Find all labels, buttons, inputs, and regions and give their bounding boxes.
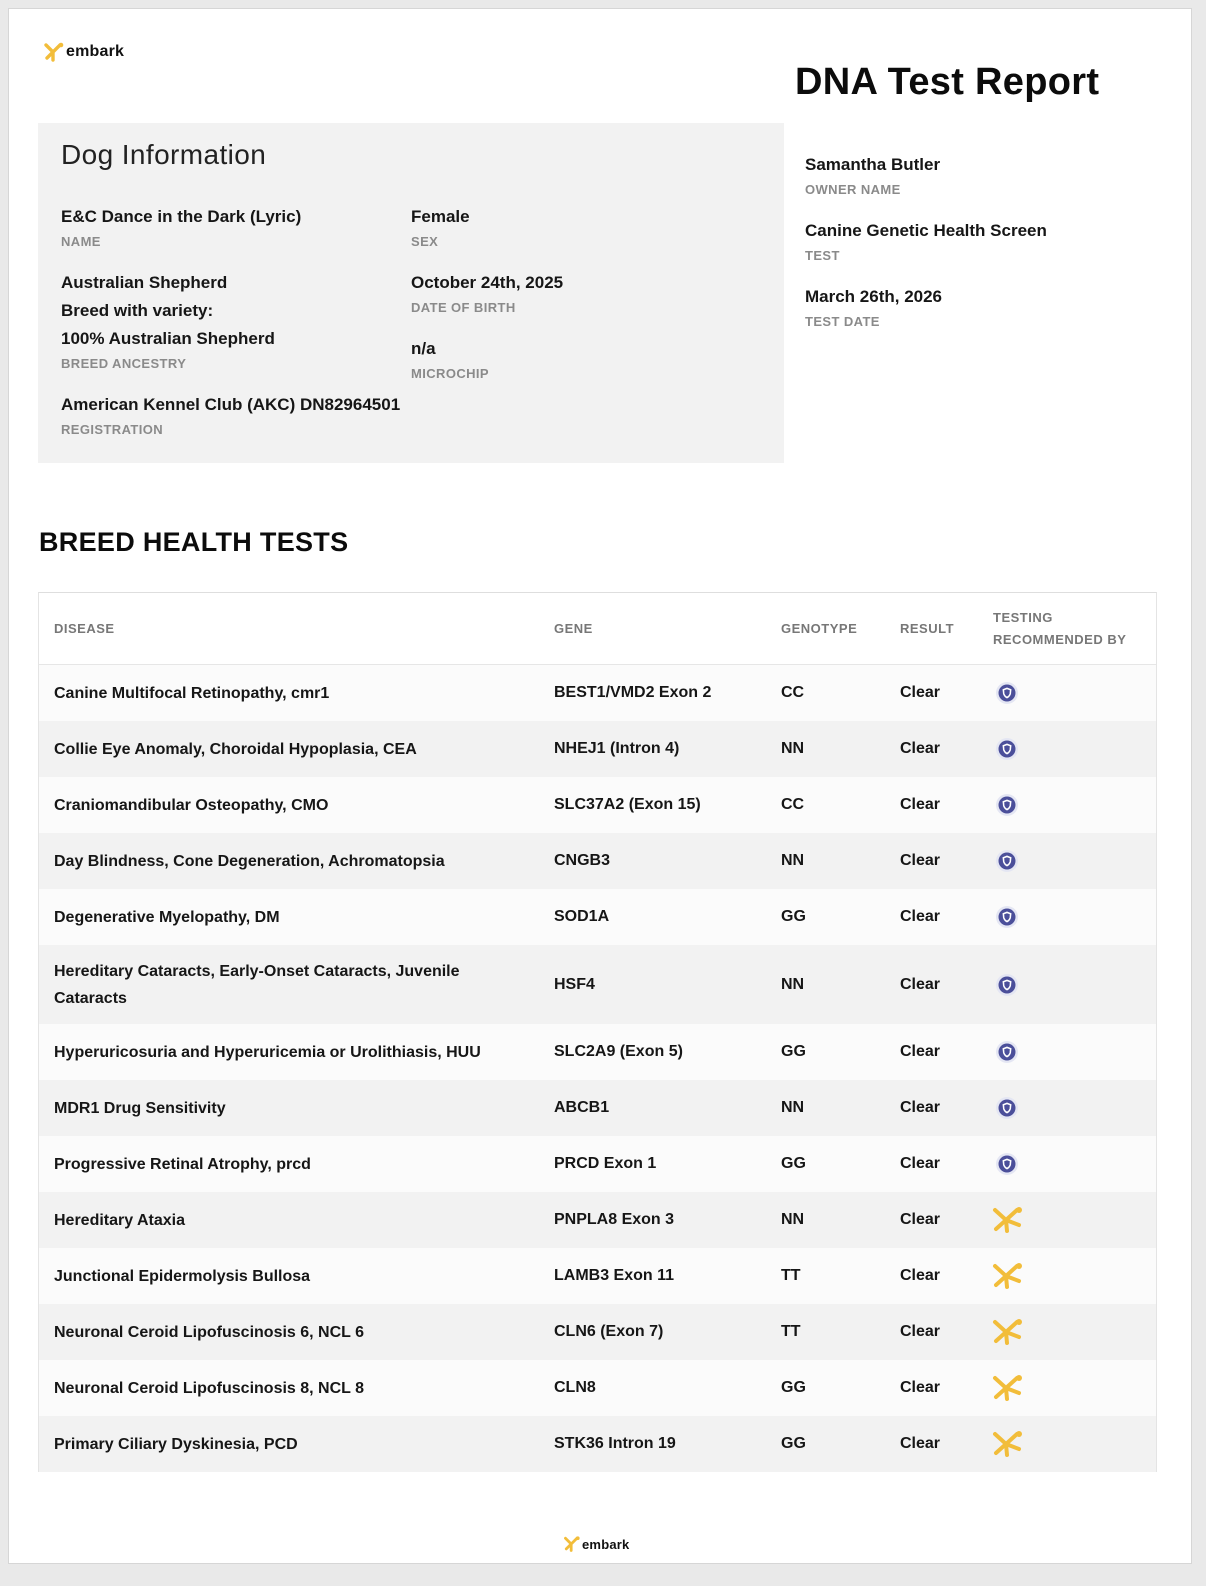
embark-logo-text: embark bbox=[66, 43, 125, 60]
recommended-header-line: TESTING bbox=[993, 609, 1053, 625]
recommended-by-cell bbox=[993, 849, 1143, 873]
embark-mark-icon bbox=[991, 1317, 1025, 1347]
table-row bbox=[39, 1024, 1156, 1080]
gene-cell: STK36 Intron 19 bbox=[554, 1435, 676, 1452]
table-row bbox=[39, 833, 1156, 889]
breed-club-shield-icon bbox=[995, 973, 1019, 997]
report-title: DNA Test Report bbox=[795, 61, 1100, 103]
disease-cell: Hyperuricosuria and Hyperuricemia or Urolithiasis, HUU bbox=[54, 1043, 481, 1061]
footer-logo-text: embark bbox=[582, 1536, 630, 1552]
embark-mark-icon bbox=[991, 1205, 1025, 1235]
table-row bbox=[39, 721, 1156, 777]
recommended-header-line: RECOMMENDED BY bbox=[993, 631, 1127, 647]
recommended-by-cell bbox=[993, 1261, 1143, 1291]
test-date-label: TEST DATE bbox=[805, 314, 880, 329]
dog-name-value: E&C Dance in the Dark (Lyric) bbox=[61, 207, 302, 226]
registration-value: American Kennel Club (AKC) DN82964501 bbox=[61, 395, 401, 414]
gene-cell: SLC2A9 (Exon 5) bbox=[554, 1043, 683, 1060]
genotype-cell: GG bbox=[781, 1435, 806, 1452]
gene-cell: CNGB3 bbox=[554, 852, 611, 869]
gene-cell: NHEJ1 (Intron 4) bbox=[554, 740, 680, 757]
recommended-by-cell bbox=[993, 1205, 1143, 1235]
breed-club-shield-icon bbox=[995, 1096, 1019, 1120]
gene-cell: SOD1A bbox=[554, 908, 610, 925]
recommended-by-cell bbox=[993, 1429, 1143, 1459]
health-tests-table bbox=[38, 592, 1157, 1472]
genotype-cell: TT bbox=[781, 1323, 801, 1340]
gene-cell: BEST1/VMD2 Exon 2 bbox=[554, 684, 712, 701]
dog-sex-value: Female bbox=[411, 207, 470, 226]
breed-club-shield-icon bbox=[995, 905, 1019, 929]
result-cell: Clear bbox=[900, 796, 941, 813]
owner-name-field bbox=[805, 151, 940, 199]
microchip-field bbox=[411, 335, 489, 383]
microchip-value: n/a bbox=[411, 339, 436, 358]
test-date-field bbox=[805, 283, 942, 331]
report-page bbox=[8, 8, 1192, 1564]
genotype-cell: NN bbox=[781, 1099, 805, 1116]
breed-ancestry-label: BREED ANCESTRY bbox=[61, 356, 187, 371]
dog-sex-label: SEX bbox=[411, 234, 439, 249]
dog-information-title: Dog Information bbox=[61, 139, 267, 170]
genotype-cell: GG bbox=[781, 1043, 806, 1060]
date-of-birth-value: October 24th, 2025 bbox=[411, 273, 564, 292]
genotype-cell: NN bbox=[781, 852, 805, 869]
gene-cell: SLC37A2 (Exon 15) bbox=[554, 796, 701, 813]
recommended-by-cell bbox=[993, 1096, 1143, 1120]
column-header-genotype: GENOTYPE bbox=[781, 620, 858, 636]
test-label: TEST bbox=[805, 248, 840, 263]
table-row bbox=[39, 945, 1156, 1024]
recommended-by-cell bbox=[993, 737, 1143, 761]
result-cell: Clear bbox=[900, 740, 941, 757]
table-row bbox=[39, 665, 1156, 721]
result-cell: Clear bbox=[900, 852, 941, 869]
footer-embark-logo bbox=[563, 1535, 629, 1553]
breed-club-shield-icon bbox=[995, 737, 1019, 761]
embark-logo-icon bbox=[563, 1535, 581, 1553]
embark-mark-icon bbox=[991, 1373, 1025, 1403]
embark-logo-icon bbox=[43, 41, 65, 63]
owner-name-value: Samantha Butler bbox=[805, 155, 941, 174]
table-row bbox=[39, 1360, 1156, 1416]
disease-cell: Junctional Epidermolysis Bullosa bbox=[54, 1267, 311, 1285]
date-of-birth-label: DATE OF BIRTH bbox=[411, 300, 516, 315]
registration-field bbox=[61, 391, 400, 439]
gene-cell: PRCD Exon 1 bbox=[554, 1155, 657, 1172]
genotype-cell: GG bbox=[781, 1379, 806, 1396]
column-header-recommended-by bbox=[993, 607, 1143, 651]
table-row bbox=[39, 1304, 1156, 1360]
gene-cell: PNPLA8 Exon 3 bbox=[554, 1211, 675, 1228]
disease-cell: Primary Ciliary Dyskinesia, PCD bbox=[54, 1435, 298, 1453]
disease-line: Hereditary Cataracts, Early-Onset Cataracts, Juvenile bbox=[54, 962, 460, 980]
genotype-cell: CC bbox=[781, 796, 805, 813]
table-row bbox=[39, 1416, 1156, 1472]
table-row bbox=[39, 777, 1156, 833]
result-cell: Clear bbox=[900, 1043, 941, 1060]
breed-line: Breed with variety: bbox=[61, 301, 214, 320]
embark-mark-icon bbox=[991, 1429, 1025, 1459]
disease-line: Cataracts bbox=[54, 989, 127, 1007]
breed-line: 100% Australian Shepherd bbox=[61, 329, 275, 348]
column-header-result: RESULT bbox=[900, 620, 955, 636]
gene-cell: CLN8 bbox=[554, 1379, 596, 1396]
result-cell: Clear bbox=[900, 1435, 941, 1452]
recommended-by-cell bbox=[993, 1317, 1143, 1347]
result-cell: Clear bbox=[900, 975, 941, 993]
genotype-cell: NN bbox=[781, 1211, 805, 1228]
result-cell: Clear bbox=[900, 684, 941, 701]
recommended-by-cell bbox=[993, 1373, 1143, 1403]
result-cell: Clear bbox=[900, 1155, 941, 1172]
result-cell: Clear bbox=[900, 908, 941, 925]
result-cell: Clear bbox=[900, 1379, 941, 1396]
breed-ancestry-field bbox=[61, 269, 275, 373]
test-date-value: March 26th, 2026 bbox=[805, 287, 943, 306]
dog-name-label: NAME bbox=[61, 234, 101, 249]
table-row bbox=[39, 1080, 1156, 1136]
embark-logo bbox=[43, 41, 124, 63]
gene-cell: CLN6 (Exon 7) bbox=[554, 1323, 664, 1340]
gene-cell: ABCB1 bbox=[554, 1099, 610, 1116]
result-cell: Clear bbox=[900, 1211, 941, 1228]
test-value: Canine Genetic Health Screen bbox=[805, 221, 1047, 240]
disease-cell: Neuronal Ceroid Lipofuscinosis 6, NCL 6 bbox=[54, 1323, 364, 1341]
recommended-by-cell bbox=[993, 973, 1143, 997]
recommended-by-cell bbox=[993, 793, 1143, 817]
disease-cell: Neuronal Ceroid Lipofuscinosis 8, NCL 8 bbox=[54, 1379, 364, 1397]
gene-cell: LAMB3 Exon 11 bbox=[554, 1267, 675, 1284]
registration-label: REGISTRATION bbox=[61, 422, 164, 437]
result-cell: Clear bbox=[900, 1267, 941, 1284]
test-field bbox=[805, 217, 1047, 265]
genotype-cell: NN bbox=[781, 740, 805, 757]
disease-cell: Progressive Retinal Atrophy, prcd bbox=[54, 1155, 311, 1173]
disease-cell: Day Blindness, Cone Degeneration, Achromatopsia bbox=[54, 852, 445, 870]
genotype-cell: GG bbox=[781, 1155, 806, 1172]
recommended-by-cell bbox=[993, 1040, 1143, 1064]
embark-mark-icon bbox=[991, 1261, 1025, 1291]
date-of-birth-field bbox=[411, 269, 563, 317]
column-header-gene: GENE bbox=[554, 620, 593, 636]
breed-club-shield-icon bbox=[995, 1040, 1019, 1064]
breed-club-shield-icon bbox=[995, 849, 1019, 873]
disease-cell: Craniomandibular Osteopathy, CMO bbox=[54, 796, 329, 814]
disease-cell bbox=[39, 958, 554, 1012]
genotype-cell: NN bbox=[781, 975, 805, 993]
disease-cell: Hereditary Ataxia bbox=[54, 1211, 186, 1229]
disease-cell: Collie Eye Anomaly, Choroidal Hypoplasia, CEA bbox=[54, 740, 417, 758]
microchip-label: MICROCHIP bbox=[411, 366, 489, 381]
table-row bbox=[39, 1248, 1156, 1304]
result-cell: Clear bbox=[900, 1099, 941, 1116]
genotype-cell: TT bbox=[781, 1267, 801, 1284]
dog-sex-field bbox=[411, 203, 470, 251]
owner-name-label: OWNER NAME bbox=[805, 182, 901, 197]
table-body bbox=[39, 665, 1156, 1472]
breed-line: Australian Shepherd bbox=[61, 273, 228, 292]
recommended-by-cell bbox=[993, 1152, 1143, 1176]
table-row bbox=[39, 1136, 1156, 1192]
table-row bbox=[39, 889, 1156, 945]
recommended-by-cell bbox=[993, 905, 1143, 929]
breed-club-shield-icon bbox=[995, 793, 1019, 817]
genotype-cell: GG bbox=[781, 908, 806, 925]
genotype-cell: CC bbox=[781, 684, 805, 701]
disease-cell: Degenerative Myelopathy, DM bbox=[54, 908, 280, 926]
column-header-disease: DISEASE bbox=[54, 621, 115, 636]
recommended-by-cell bbox=[993, 681, 1143, 705]
breed-health-tests-title: BREED HEALTH TESTS bbox=[39, 527, 349, 557]
table-row bbox=[39, 1192, 1156, 1248]
result-cell: Clear bbox=[900, 1323, 941, 1340]
breed-club-shield-icon bbox=[995, 1152, 1019, 1176]
disease-cell: MDR1 Drug Sensitivity bbox=[54, 1099, 226, 1117]
disease-cell: Canine Multifocal Retinopathy, cmr1 bbox=[54, 684, 330, 702]
dog-information-panel bbox=[38, 123, 784, 463]
dog-name-field bbox=[61, 203, 301, 251]
gene-cell: HSF4 bbox=[554, 975, 595, 993]
breed-club-shield-icon bbox=[995, 681, 1019, 705]
table-header bbox=[39, 593, 1156, 665]
